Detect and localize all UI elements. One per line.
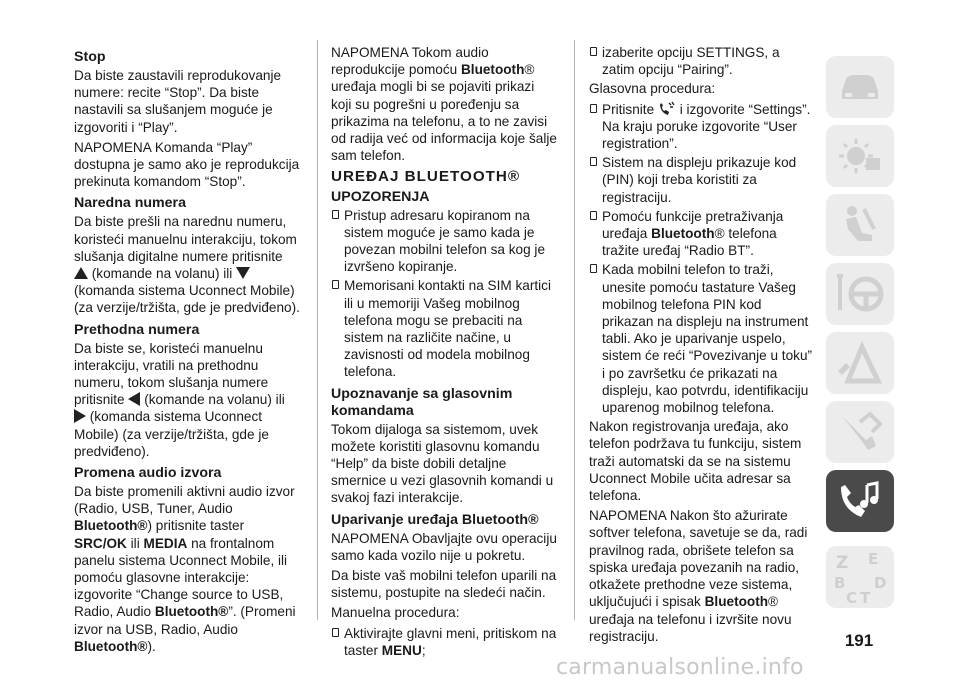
- index-letter: E: [868, 550, 879, 568]
- text: ”. (Promeni izvor na USB, Radio, Audio: [74, 604, 296, 637]
- text: Da biste se, koristeći manuelnu interakciju, vratili na prethodnu numeru, tokom slušanja numere pritisnite: [74, 340, 269, 408]
- para-prev-track: [74, 340, 300, 460]
- para-next-track: [74, 213, 300, 316]
- para-voice-commands: Tokom dijaloga sa sistemom, uvek možete koristiti glasovnu komandu “Help” da biste dobili detaljne smernice u vezi glasovnih komandi u svakoj fazi interakcije.: [331, 421, 554, 506]
- column-3: [589, 44, 815, 648]
- text: Na kraju poruke izgovorite “User registration”.: [602, 118, 797, 152]
- column-divider: [574, 40, 575, 620]
- index-letter: D: [874, 574, 887, 592]
- text: Da biste prešli na narednu numeru, koristeći manuelnu interakciju, tokom slušanja digitalne numere pritisnite: [74, 214, 297, 264]
- text: ).: [147, 638, 156, 654]
- heading-pairing: Uparivanje uređaja Bluetooth®: [331, 511, 539, 528]
- text-bold: Bluetooth: [704, 594, 769, 610]
- tab-warning-triangle[interactable]: [826, 332, 894, 394]
- text: ili: [130, 535, 140, 551]
- tab-warning-lights[interactable]: [826, 125, 894, 187]
- para-stop-2: NAPOMENA Komanda “Play” dostupna je samo ako je reprodukcija prekinuta komandom “Stop”.: [74, 139, 300, 190]
- warning-triangle-icon: [836, 341, 884, 385]
- tab-steering-wheel[interactable]: [826, 263, 894, 325]
- text: ® uređaja na telefonu i izvršite novu registraciju.: [589, 594, 792, 644]
- wrench-car-icon: [836, 410, 884, 454]
- seat-airbag-icon: [836, 203, 884, 247]
- bullet-manual-1: [331, 625, 557, 659]
- steering-wheel-icon: [834, 272, 886, 316]
- text: (komanda sistema Uconnect Mobile) (za verzije/tržišta, gde je predviđeno).: [74, 409, 269, 459]
- text: ® telefona tražite uređaj “Radio BT”.: [602, 226, 777, 259]
- key-src-ok: SRC/OK: [74, 535, 127, 551]
- para-note-audio: [331, 44, 557, 164]
- bullet-voice-3: [589, 208, 815, 260]
- arrow-down-icon: [236, 267, 250, 279]
- para-stop-1: Da biste zaustavili reprodukovanje numere: recite “Stop”. Da biste nastavili sa slušanjem moguće je izgovoriti i “Play”.: [74, 68, 282, 135]
- index-letter: T: [860, 589, 871, 606]
- heading-change-source: Promena audio izvora: [74, 465, 222, 482]
- tab-seat-airbag[interactable]: [826, 194, 894, 256]
- text: Pomoću funkcije pretraživanja uređaja: [602, 208, 784, 242]
- bullet-voice-4: Kada mobilni telefon to traži, unesite pomoću tastature Vašeg mobilnog telefona PIN kod prikazan na displeju na instrument tabli. Ako je uparivanje uspelo, sistem će reći “Povezivanje u toku” i po završetku će prikazati na displeju, kao potvrdu, identifikaciju uparenog mobilnog telefona.: [589, 261, 815, 416]
- heading-voice-commands: Upoznavanje sa glasovnim komandama: [331, 385, 513, 419]
- index-letter: Z: [836, 553, 849, 573]
- text: NAPOMENA Tokom audio reprodukcije pomoću: [331, 45, 489, 78]
- para-change-source: [74, 483, 300, 655]
- bullet-voice-1: [589, 101, 815, 153]
- index-letter: B: [834, 574, 846, 592]
- text: ® uređaja mogli bi se pojaviti prikazi koji su pogrešni u poređenju sa prikazima na telefonu, a to ne zavisi od radija već od informacija koje šalje sam telefon.: [331, 62, 557, 164]
- alphabet-index-icon: [830, 548, 890, 606]
- key-menu: MENU: [381, 642, 422, 658]
- text-bold: Bluetooth®: [154, 604, 229, 620]
- para-pairing-intro: Da biste vaš mobilni telefon uparili na sistemu, postupite na sledeći način.: [331, 568, 557, 601]
- para-note-software: [589, 507, 815, 645]
- text: (komanda sistema Uconnect Mobile) (za verzije/tržišta, gde je predviđeno).: [74, 283, 300, 316]
- para-after-registration: Nakon registrovanja uređaja, ako telefon podržava tu funkciju, sistem traži automatski da se na sistemu Uconnect Mobile učita adresar sa telefona.: [589, 419, 802, 504]
- arrow-right-icon: [74, 409, 86, 423]
- column-1: [74, 44, 300, 658]
- column-divider: [317, 40, 318, 620]
- car-dashboard-icon: [836, 69, 884, 105]
- watermark: carmanualsonline.info: [556, 655, 804, 680]
- text: NAPOMENA Nakon što ažurirate softver telefona, savetuje se da, radi pravilnog rada, obrišete telefon sa spiska uređaja povezanih na radio, otkažete prethodne veze sistema, uključujući i spisak: [589, 508, 808, 610]
- column-2: [331, 44, 557, 661]
- heading-bluetooth-device: UREĐAJ BLUETOOTH®: [331, 168, 521, 186]
- text-bold: Bluetooth: [651, 226, 715, 242]
- bullet-manual-2: izaberite opciju SETTINGS, a zatim opciju “Pairing”.: [589, 44, 815, 78]
- text-bold: Bluetooth®: [74, 638, 148, 654]
- bullet-warning-1: Pristup adresaru kopiranom na sistem moguće je samo kada je povezan mobilni telefon sa kog je izvršeno kopiranje.: [331, 207, 557, 276]
- text: na frontalnom panelu sistema Uconnect Mobile, ili pomoću glasovne interakcije: izgovorite “Change source to USB, Radio, Audio: [74, 535, 288, 620]
- heading-next-track: Naredna numera: [74, 195, 186, 212]
- warning-lights-icon: [836, 136, 884, 176]
- text-bold: Bluetooth: [460, 62, 525, 78]
- text: ) pritisnite taster: [147, 518, 245, 534]
- voice-phone-icon: [658, 101, 676, 117]
- key-media: MEDIA: [143, 535, 188, 551]
- text: i izgovorite “Settings”.: [679, 101, 811, 117]
- page-number: 191: [844, 631, 874, 650]
- text: (komande na volanu) ili: [91, 266, 233, 282]
- text: Pritisnite: [602, 101, 655, 117]
- tab-wrench-car[interactable]: [826, 401, 894, 463]
- tab-phone-music[interactable]: [826, 470, 894, 532]
- phone-music-icon: [835, 479, 885, 523]
- text: Da biste promenili aktivni audio izvor (Radio, USB, Tuner, Audio: [74, 484, 295, 517]
- arrow-left-icon: [128, 392, 140, 406]
- text: (komande na volanu) ili: [144, 392, 285, 408]
- para-pairing-note: NAPOMENA Obavljajte ovu operaciju samo kada vozilo nije u pokretu.: [331, 530, 557, 563]
- tab-alphabet-index[interactable]: [826, 546, 894, 608]
- index-letter: C: [846, 589, 858, 606]
- bullet-voice-2: Sistem na displeju prikazuje kod (PIN) koji treba koristiti za registraciju.: [589, 154, 815, 206]
- text: ;: [421, 642, 426, 658]
- text-bold: Bluetooth®: [74, 518, 148, 534]
- label-manual-procedure: Manuelna procedura:: [331, 605, 460, 621]
- tab-car-dashboard[interactable]: [826, 56, 894, 118]
- heading-stop: Stop: [74, 49, 106, 65]
- bullet-warning-2: Memorisani kontakti na SIM kartici ili u memoriji Vašeg mobilnog telefona mogu se prebaciti na sistem na različite načine, u zavisnosti od modela mobilnog telefona.: [331, 277, 557, 380]
- label-voice-procedure: Glasovna procedura:: [589, 81, 716, 97]
- heading-prev-track: Prethodna numera: [74, 321, 200, 338]
- heading-warnings: UPOZORENJA: [331, 188, 430, 205]
- arrow-up-icon: [74, 267, 88, 279]
- text: Aktivirajte glavni meni, pritiskom na taster: [344, 625, 557, 658]
